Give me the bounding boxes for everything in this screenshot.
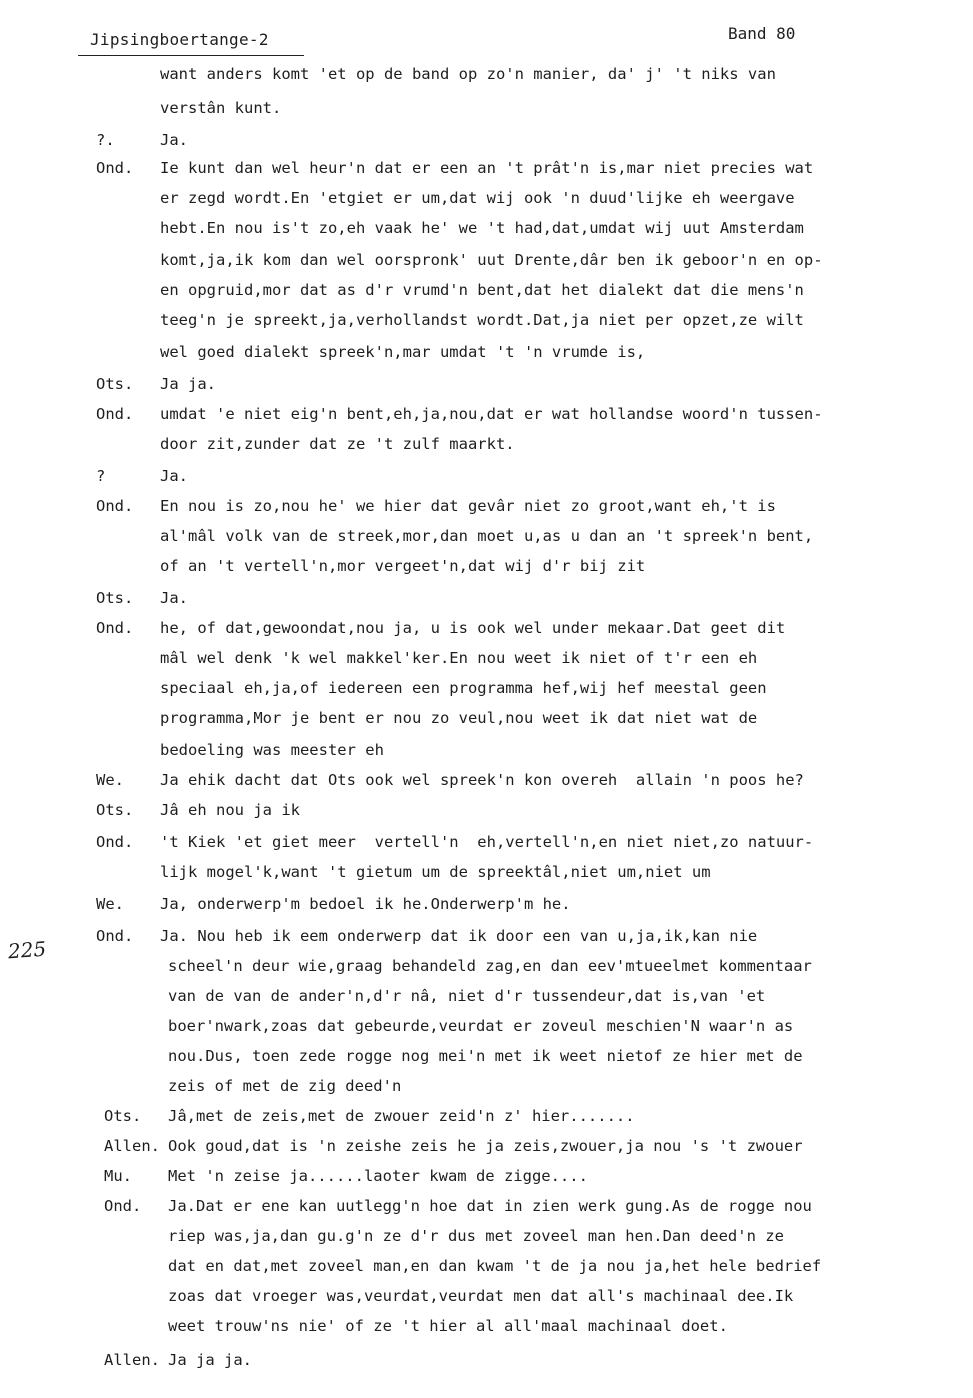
transcript-line: boer'nwark,zoas dat gebeurde,veurdat er zoveul meschien'N waar'n as [168, 1017, 794, 1035]
margin-annotation: 225 [7, 936, 47, 964]
transcript-line: 't Kiek 'et giet meer vertell'n eh,vertell'n,en niet niet,zo natuur- [160, 833, 814, 851]
speaker-label: We. [96, 771, 124, 789]
speaker-label: Ond. [96, 833, 134, 851]
speaker-label: Mu. [104, 1167, 132, 1185]
transcript-line: bedoeling was meester eh [160, 741, 384, 759]
speaker-label: Allen. [104, 1351, 160, 1369]
transcript-line: Ook goud,dat is 'n zeishe zeis he ja zeis,zwouer,ja nou 's 't zwouer [168, 1137, 803, 1155]
transcript-line: scheel'n deur wie,graag behandeld zag,en dan eev'mtueelmet kommentaar [168, 957, 812, 975]
transcript-line: Ja ehik dacht dat Ots ook wel spreek'n kon overeh allain 'n poos he? [160, 771, 804, 789]
transcript-line: Ie kunt dan wel heur'n dat er een an 't prât'n is,mar niet precies wat [160, 159, 814, 177]
transcript-line: Ja ja. [160, 375, 216, 393]
transcript-line: Ja.Dat er ene kan uutlegg'n hoe dat in zien werk gung.As de rogge nou [168, 1197, 812, 1215]
speaker-label: Ond. [96, 497, 134, 515]
transcript-line: er zegd wordt.En 'etgiet er um,dat wij ook 'n duud'lijke eh weergave [160, 189, 795, 207]
document-title: Jipsingboertange-2 [90, 30, 269, 49]
transcript-line: of an 't vertell'n,mor vergeet'n,dat wij d'r bij zit [160, 557, 646, 575]
speaker-label: Ond. [104, 1197, 142, 1215]
transcript-line: speciaal eh,ja,of iedereen een programma hef,wij hef meestal geen [160, 679, 767, 697]
speaker-label: Ond. [96, 927, 134, 945]
transcript-line: he, of dat,gewoondat,nou ja, u is ook wel under mekaar.Dat geet dit [160, 619, 786, 637]
transcript-line: teeg'n je spreekt,ja,verhollandst wordt.Dat,ja niet per opzet,ze wilt [160, 311, 804, 329]
transcript-line: lijk mogel'k,want 't gietum um de spreektâl,niet um,niet um [160, 863, 711, 881]
transcript-line: komt,ja,ik kom dan wel oorspronk' uut Drente,dâr ben ik geboor'n en op- [160, 251, 823, 269]
speaker-label: Ond. [96, 619, 134, 637]
transcript-line: hebt.En nou is't zo,eh vaak he' we 't had,dat,umdat wij uut Amsterdam [160, 219, 804, 237]
speaker-label: ?. [96, 131, 115, 149]
speaker-label: We. [96, 895, 124, 913]
transcript-line: dat en dat,met zoveel man,en dan kwam 't de ja nou ja,het hele bedrief [168, 1257, 822, 1275]
speaker-label: Allen. [104, 1137, 160, 1155]
transcript-line: Jâ,met de zeis,met de zwouer zeid'n z' hier....... [168, 1107, 635, 1125]
transcript-line: programma,Mor je bent er nou zo veul,nou weet ik dat niet wat de [160, 709, 758, 727]
transcript-line: verstân kunt. [160, 99, 282, 117]
transcript-line: zoas dat vroeger was,veurdat,veurdat men dat all's machinaal dee.Ik [168, 1287, 794, 1305]
transcript-line: van de van de ander'n,d'r nâ, niet d'r tussendeur,dat is,van 'et [168, 987, 766, 1005]
transcript-line: wel goed dialekt spreek'n,mar umdat 't 'n vrumde is, [160, 343, 646, 361]
transcript-line: Jâ eh nou ja ik [160, 801, 300, 819]
transcript-line: nou.Dus, toen zede rogge nog mei'n met ik weet nietof ze hier met de [168, 1047, 803, 1065]
transcript-line: Ja, onderwerp'm bedoel ik he.Onderwerp'm he. [160, 895, 571, 913]
speaker-label: Ots. [96, 801, 134, 819]
speaker-label: ? [96, 467, 106, 485]
transcript-line: zeis of met de zig deed'n [168, 1077, 402, 1095]
speaker-label: Ots. [104, 1107, 142, 1125]
tape-number: Band 80 [728, 24, 796, 43]
transcript-line: Ja. [160, 589, 188, 607]
transcript-line: weet trouw'ns nie' of ze 't hier al all'maal machinaal doet. [168, 1317, 728, 1335]
transcript-line: umdat 'e niet eig'n bent,eh,ja,nou,dat er wat hollandse woord'n tussen- [160, 405, 823, 423]
speaker-label: Ots. [96, 589, 134, 607]
transcript-line: Ja. [160, 467, 188, 485]
transcript-line: en opgruid,mor dat as d'r vrumd'n bent,dat het dialekt dat die mens'n [160, 281, 804, 299]
transcript-line: door zit,zunder dat ze 't zulf maarkt. [160, 435, 515, 453]
speaker-label: Ond. [96, 405, 134, 423]
speaker-label: Ond. [96, 159, 134, 177]
transcript-line: En nou is zo,nou he' we hier dat gevâr niet zo groot,want eh,'t is [160, 497, 776, 515]
transcript-line: Ja. [160, 131, 188, 149]
transcript-line: Met 'n zeise ja......laoter kwam de zigge.... [168, 1167, 588, 1185]
transcript-line: Ja ja ja. [168, 1351, 252, 1369]
speaker-label: Ots. [96, 375, 134, 393]
transcript-line: mâl wel denk 'k wel makkel'ker.En nou weet ik niet of t'r een eh [160, 649, 758, 667]
transcript-line: al'mâl volk van de streek,mor,dan moet u,as u dan an 't spreek'n bent, [160, 527, 814, 545]
title-underline [78, 55, 304, 56]
transcript-line: want anders komt 'et op de band op zo'n manier, da' j' 't niks van [160, 65, 776, 83]
transcript-line: Ja. Nou heb ik eem onderwerp dat ik door een van u,ja,ik,kan nie [160, 927, 758, 945]
transcript-line: riep was,ja,dan gu.g'n ze d'r dus met zoveel man hen.Dan deed'n ze [168, 1227, 784, 1245]
